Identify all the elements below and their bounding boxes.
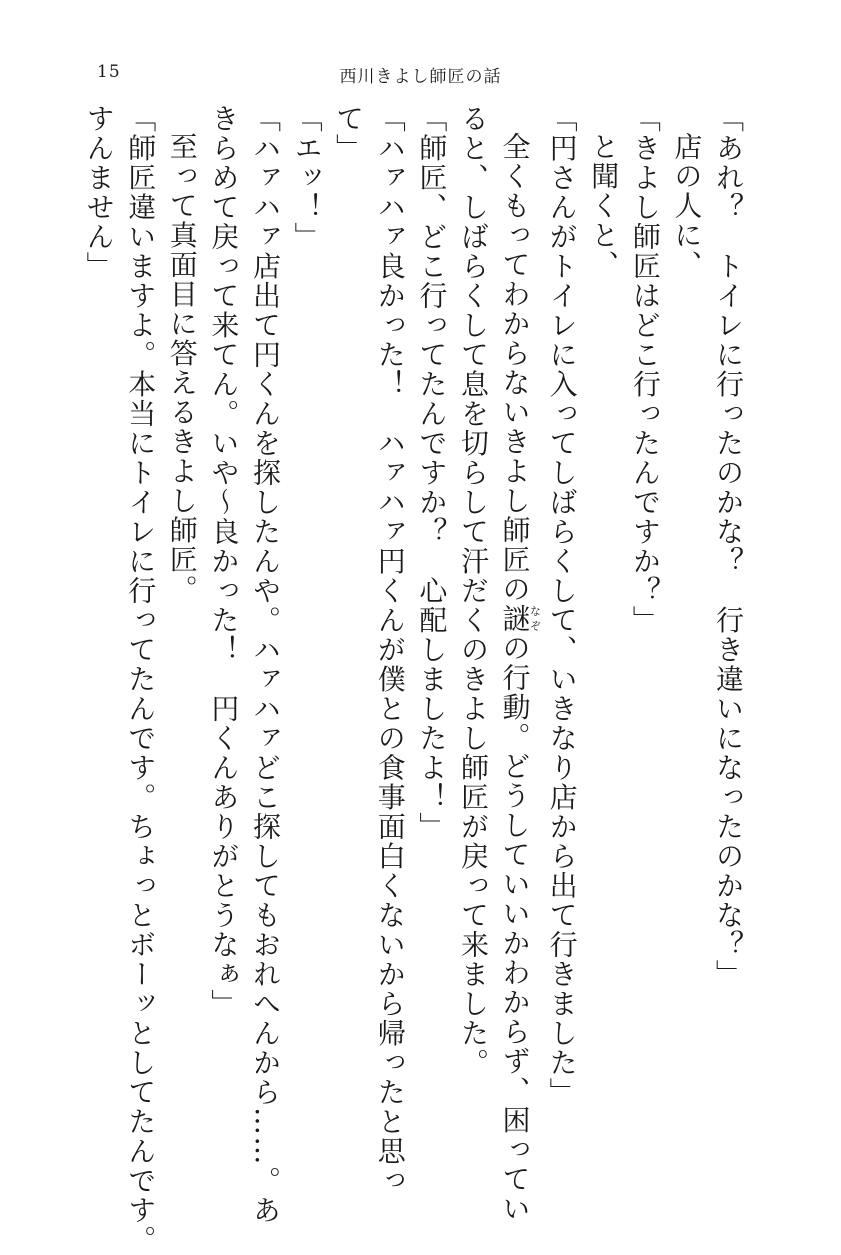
text-line-11: 「エッ！」 <box>290 104 324 252</box>
text-line-3: 「きよし師匠はどこ行ったんですか？」 <box>628 104 662 635</box>
text-line-8: 「師匠、どこ行ってたんですか？ 心配しましたよ！」 <box>415 104 449 842</box>
text-line-6 <box>494 104 542 1224</box>
text-line-15: 「師匠違いますよ。本当にトイレに行ってたんです。ちょっとボーッとしてたんです。 <box>124 104 158 1255</box>
text-line-6-after-ruby: の行動。どうしていいかわからず、困ってい <box>498 633 532 1224</box>
ruby-reading: なぞ <box>528 604 542 634</box>
furigana-nazo <box>498 604 542 634</box>
text-line-9: 「ハァハァ良かった！ ハァハァ円くんが僕との食事面白くないから帰ったと思っ <box>373 104 407 1196</box>
ruby-base: 謎 <box>498 604 532 634</box>
text-line-5: 「円さんがトイレに入ってしばらくして、いきなり店から出て行きました」 <box>545 104 579 1107</box>
text-line-4: と聞くと、 <box>587 132 621 280</box>
text-line-14: 至って真面目に答えるきよし師匠。 <box>165 132 199 604</box>
page-number: 15 <box>97 62 121 82</box>
text-line-1: 「あれ？ トイレに行ったのかな？ 行き違いになったのかな？」 <box>712 104 745 989</box>
text-line-7: ると、しばらくして息を切らして汗だくのきよし師匠が戻って来ました。 <box>456 104 490 1078</box>
text-line-2: 店の人に、 <box>670 132 704 280</box>
text-line-12: 「ハァハァ店出て円くんを探したんや。ハァハァどこ探してもおれへんから……。あ <box>248 104 282 1225</box>
text-line-6-before-ruby: 全くもってわからないきよし師匠の <box>498 132 532 604</box>
text-line-16: すんません」 <box>82 104 116 281</box>
running-header-title: 西川きよし師匠の話 <box>339 67 502 87</box>
text-line-13: きらめて戻って来てん。いや～良かった！ 円くんありがとうなぁ」 <box>207 104 241 1019</box>
text-line-10: て」 <box>332 104 366 163</box>
body-text <box>82 104 749 1255</box>
